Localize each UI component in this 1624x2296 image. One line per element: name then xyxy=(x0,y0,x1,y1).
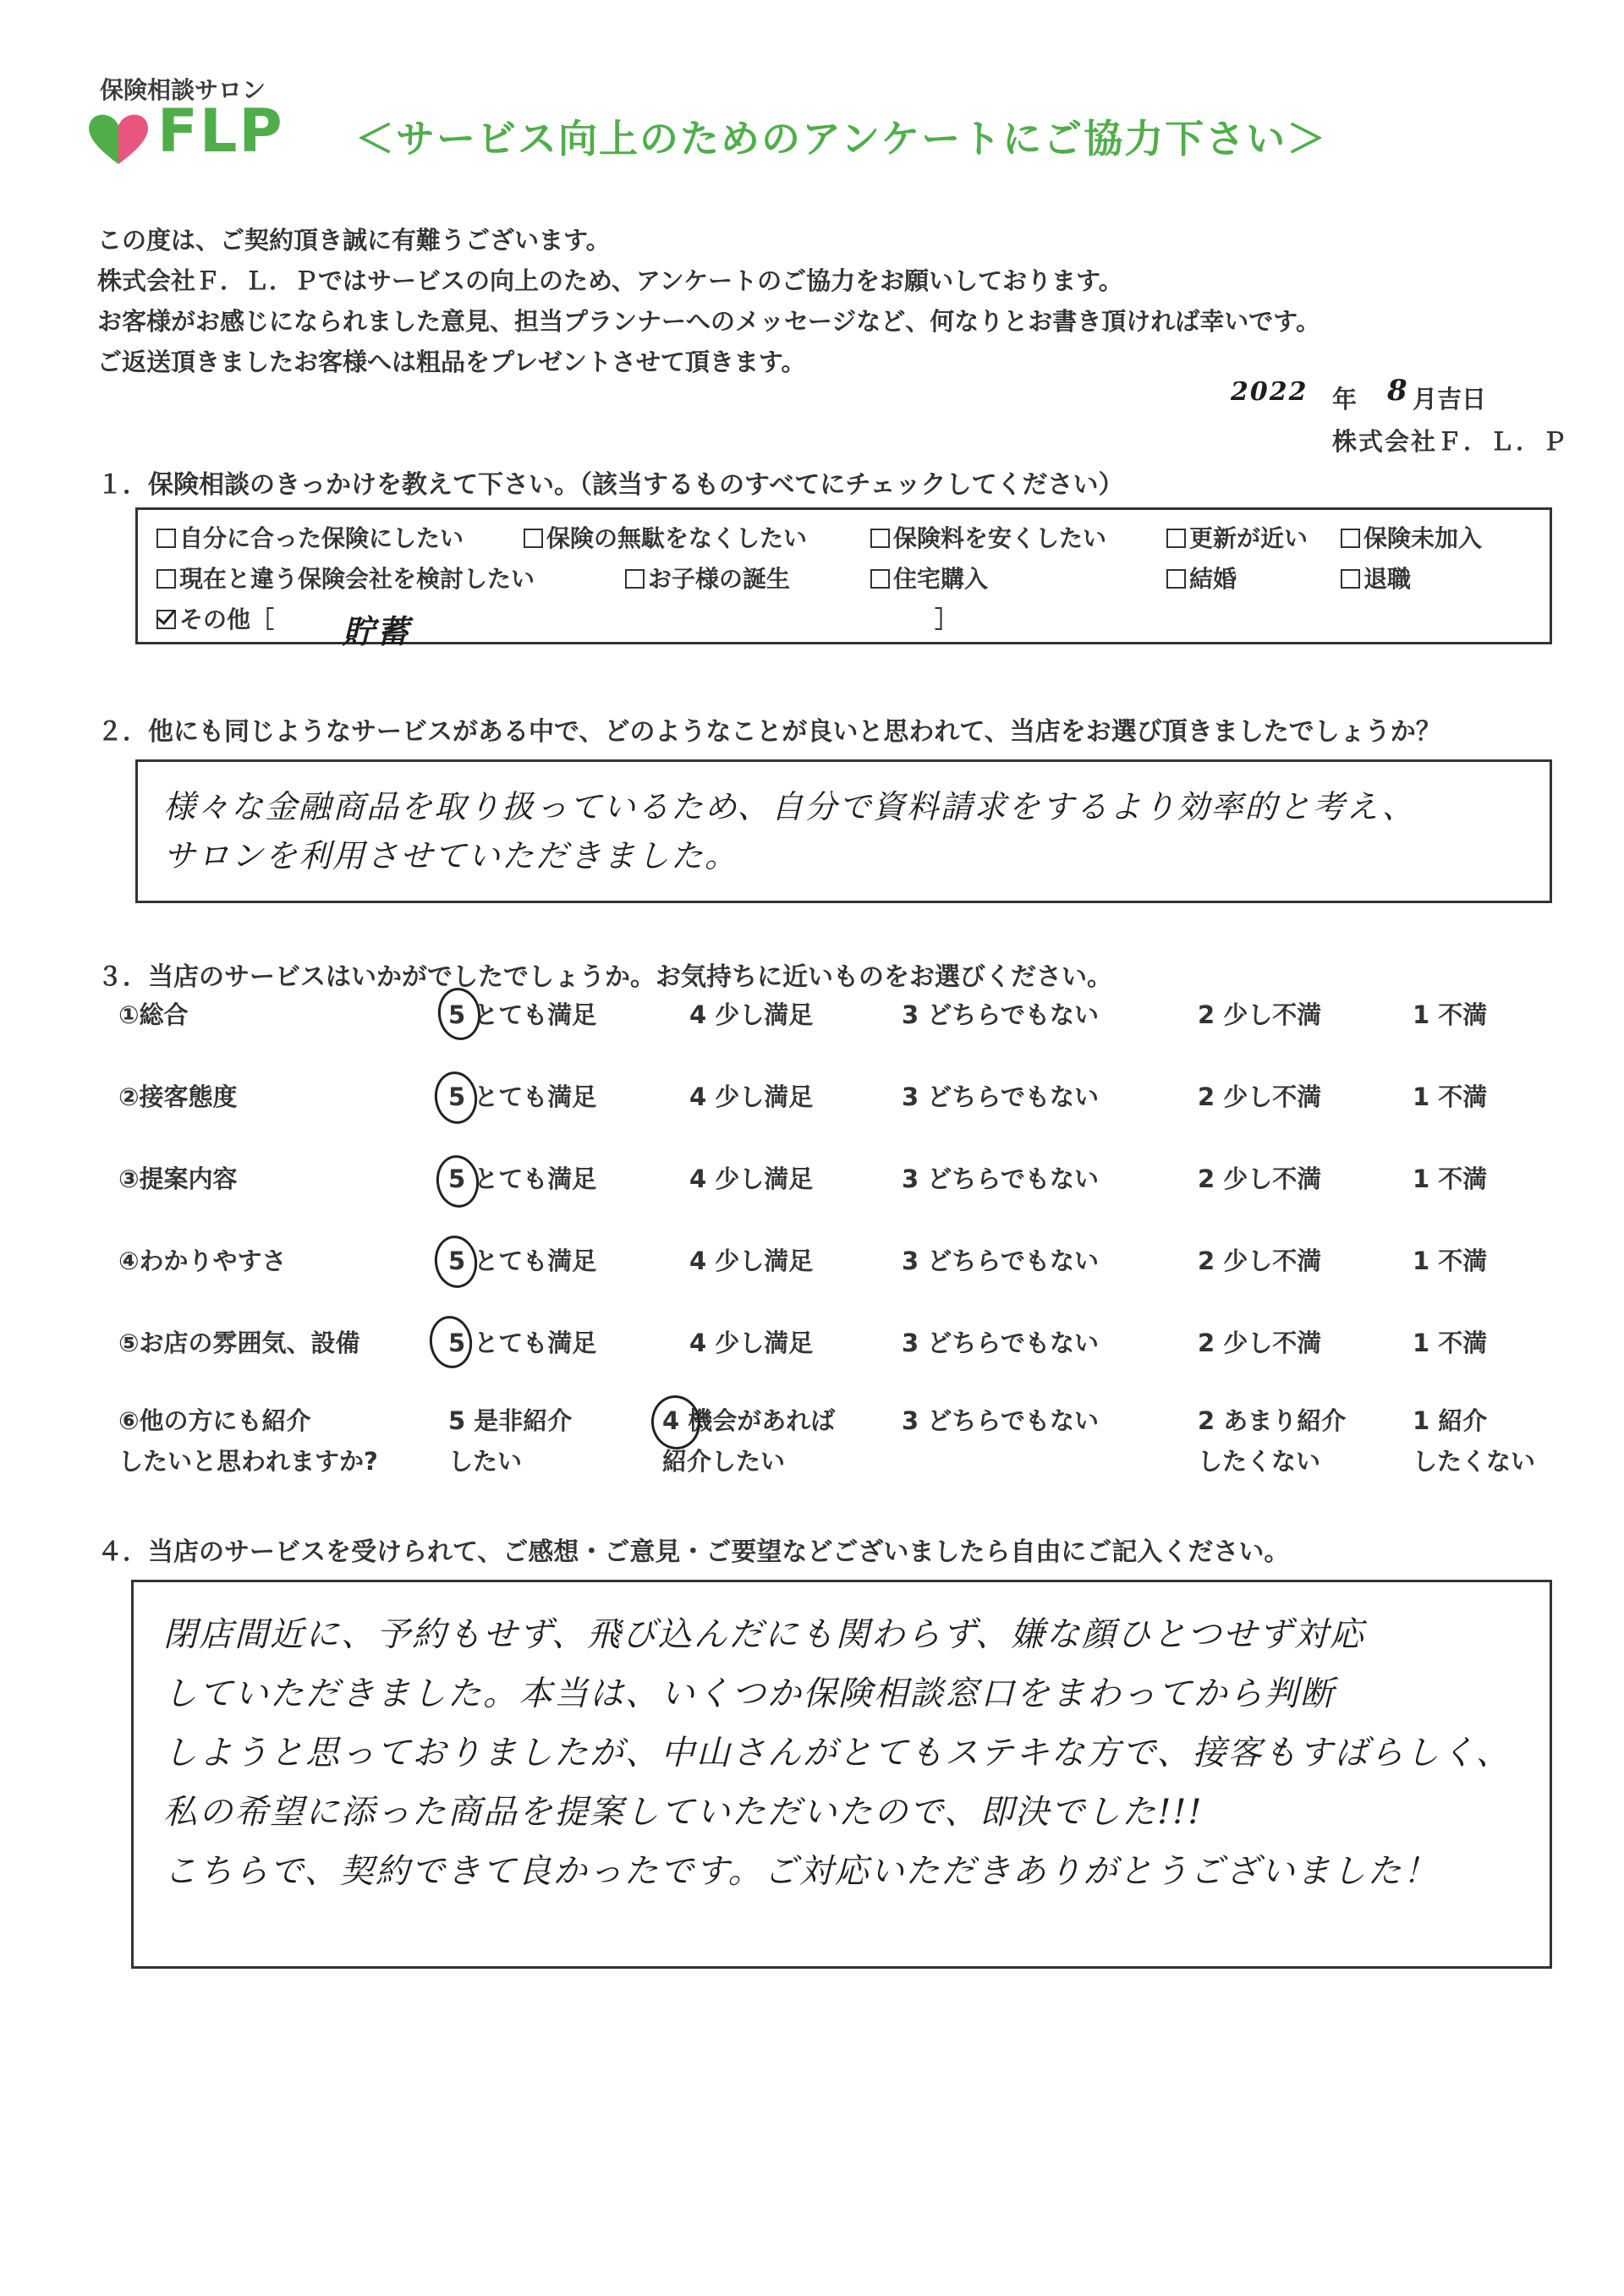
recommend-option-2[interactable]: 2 あまり紹介 したくない xyxy=(1198,1406,1347,1476)
rating-option-5[interactable]: 5 とても満足 xyxy=(448,1082,597,1111)
q4-answer-line: こちらで、契約できて良かったです。ご対応いただきありがとうございました！ xyxy=(163,1852,1439,1891)
selection-circle xyxy=(435,985,484,1043)
q1-option[interactable]: 保険料を安くしたい xyxy=(870,520,1106,554)
date-year: 2022 xyxy=(1231,377,1309,407)
date-year-label: 年 xyxy=(1332,385,1358,414)
rating-option-1[interactable]: 1 不満 xyxy=(1413,1329,1488,1357)
question-3: ３．当店のサービスはいかがでしたでしょうか。お気持ちに近いものをお選びください。 xyxy=(97,962,1112,992)
rating-row xyxy=(0,1160,1624,1197)
rating-option-2[interactable]: 2 少し不満 xyxy=(1198,1247,1322,1275)
q1-option[interactable]: 住宅購入 xyxy=(870,561,988,595)
rating-option-5[interactable]: 5 とても満足 xyxy=(448,1000,597,1029)
q2-answer-box xyxy=(135,759,1552,903)
page-title: ＜サービス向上のためのアンケートにご協力下さい＞ xyxy=(355,116,1328,162)
rating-item-label: ②接客態度 xyxy=(118,1082,238,1111)
rating-row xyxy=(0,1242,1624,1280)
checkbox-icon[interactable] xyxy=(1166,569,1186,589)
question-1: １．保険相談のきっかけを教えて下さい。（該当するものすべてにチェックしてください） xyxy=(97,470,1124,500)
q2-answer-line: サロンを利用させていただきました。 xyxy=(163,837,739,874)
q1-option[interactable]: 更新が近い xyxy=(1166,520,1308,554)
recommend-option-5[interactable]: 5 是非紹介 したい xyxy=(448,1406,573,1476)
rating-item-label: ③提案内容 xyxy=(118,1164,238,1193)
date-month: 8 xyxy=(1387,374,1409,408)
rating-option-3[interactable]: 3 どちらでもない xyxy=(902,1247,1099,1275)
q1-option[interactable]: 自分に合った保険にしたい xyxy=(156,520,464,554)
q1-option[interactable]: 保険未加入 xyxy=(1341,520,1482,554)
company-name: 株式会社Ｆ．Ｌ．Ｐ xyxy=(1332,427,1569,456)
rating-option-4[interactable]: 4 少し満足 xyxy=(689,1247,814,1275)
q4-answer-line: 閉店間近に、予約もせず、飛び込んだにも関わらず、嫌な顔ひとつせず対応 xyxy=(163,1615,1365,1654)
recommend-option-4[interactable]: 4 機会があれば 紹介したい xyxy=(662,1406,836,1476)
recommend-label: ⑥他の方にも紹介 したいと思われますか? xyxy=(118,1406,378,1476)
rating-option-2[interactable]: 2 少し不満 xyxy=(1198,1082,1322,1111)
recommend-option-3[interactable]: 3 どちらでもない xyxy=(902,1406,1099,1435)
checkbox-icon[interactable] xyxy=(870,529,890,548)
rating-item-label: ⑤お店の雰囲気、設備 xyxy=(118,1329,360,1357)
q1-options-box xyxy=(135,507,1552,650)
intro-line: お客様がお感じになられました意見、担当プランナーへのメッセージなど、何なりとお書き頂ければ幸いです。 xyxy=(97,307,1320,336)
recommend-option-1[interactable]: 1 紹介 したくない xyxy=(1413,1406,1536,1476)
q1-option[interactable]: お子様の誕生 xyxy=(625,561,790,595)
rating-row xyxy=(0,996,1624,1033)
rating-option-5[interactable]: 5 とても満足 xyxy=(448,1247,597,1275)
rating-item-label: ①総合 xyxy=(118,1000,189,1029)
rating-option-1[interactable]: 1 不満 xyxy=(1413,1247,1488,1275)
rating-row xyxy=(0,1324,1624,1362)
q1-option[interactable]: 退職 xyxy=(1341,561,1411,595)
rating-option-1[interactable]: 1 不満 xyxy=(1413,1000,1488,1029)
rating-option-4[interactable]: 4 少し満足 xyxy=(689,1082,814,1111)
rating-option-2[interactable]: 2 少し不満 xyxy=(1198,1329,1322,1357)
q4-answer-box xyxy=(131,1580,1552,1969)
q4-answer-line: 私の希望に添った商品を提案していただいたので、即決でした!!! xyxy=(163,1793,1204,1832)
logo-subtitle: 保険相談サロン xyxy=(100,76,266,104)
logo-text: FLP xyxy=(157,96,284,166)
checkbox-icon[interactable] xyxy=(156,529,176,548)
checked-checkbox-icon[interactable] xyxy=(156,610,176,629)
rating-option-3[interactable]: 3 どちらでもない xyxy=(902,1164,1099,1193)
rating-option-1[interactable]: 1 不満 xyxy=(1413,1082,1488,1111)
rating-option-2[interactable]: 2 少し不満 xyxy=(1198,1000,1322,1029)
intro-line: 株式会社Ｆ．Ｌ．Ｐではサービスの向上のため、アンケートのご協力をお願いしております。 xyxy=(97,266,1123,295)
checkbox-icon[interactable] xyxy=(1166,529,1186,548)
rating-option-3[interactable]: 3 どちらでもない xyxy=(902,1329,1099,1357)
q1-option[interactable]: 現在と違う保険会社を検討したい xyxy=(156,561,535,595)
rating-option-1[interactable]: 1 不満 xyxy=(1413,1164,1488,1193)
q4-answer-line: しようと思っておりましたが、中山さんがとてもステキな方で、接客もすばらしく、 xyxy=(163,1734,1512,1773)
rating-option-3[interactable]: 3 どちらでもない xyxy=(902,1082,1099,1111)
rating-option-4[interactable]: 4 少し満足 xyxy=(689,1329,814,1357)
question-2: ２．他にも同じようなサービスがある中で、どのようなことが良いと思われて、当店をお選び頂きましたでしょうか？ xyxy=(97,717,1441,747)
checkbox-icon[interactable] xyxy=(1341,529,1360,548)
heart-logo-icon xyxy=(85,108,152,167)
intro-line: ご返送頂きましたお客様へは粗品をプレゼントさせて頂きます。 xyxy=(97,348,806,376)
checkbox-icon[interactable] xyxy=(524,529,543,548)
rating-option-3[interactable]: 3 どちらでもない xyxy=(902,1000,1099,1029)
q1-other-option[interactable]: その他［ 貯蓄 ］ xyxy=(156,601,1002,638)
checkbox-icon[interactable] xyxy=(156,569,176,589)
q1-option[interactable]: 結婚 xyxy=(1166,561,1237,595)
rating-option-5[interactable]: 5 とても満足 xyxy=(448,1164,597,1193)
rating-option-2[interactable]: 2 少し不満 xyxy=(1198,1164,1322,1193)
q1-option[interactable]: 保険の無駄をなくしたい xyxy=(524,520,807,554)
selection-circle xyxy=(426,1313,475,1371)
checkbox-icon[interactable] xyxy=(870,569,890,589)
rating-option-4[interactable]: 4 少し満足 xyxy=(689,1164,814,1193)
intro-line: この度は、ご契約頂き誠に有難うございます。 xyxy=(97,226,611,255)
rating-option-5[interactable]: 5 とても満足 xyxy=(448,1329,597,1357)
date xyxy=(1231,374,1544,414)
q1-other-answer: 貯蓄 xyxy=(343,612,411,650)
checkbox-icon[interactable] xyxy=(625,569,645,589)
bracket-close: ］ xyxy=(935,606,959,633)
q2-answer-line: 様々な金融商品を取り扱っているため、自分で資料請求をするより効率的と考え、 xyxy=(163,788,1416,825)
q4-answer-line: していただきました。本当は、いくつか保険相談窓口をまわってから判断 xyxy=(163,1674,1336,1713)
rating-option-4[interactable]: 4 少し満足 xyxy=(689,1000,814,1029)
rating-item-label: ④わかりやすさ xyxy=(118,1247,287,1275)
question-4: ４．当店のサービスを受けられて、ご感想・ご意見・ご要望などございましたら自由にご記入ください。 xyxy=(97,1537,1290,1567)
date-month-label: 月吉日 xyxy=(1413,385,1487,414)
checkbox-icon[interactable] xyxy=(1341,569,1360,589)
rating-row xyxy=(0,1078,1624,1115)
recommend-row xyxy=(0,1400,1624,1485)
